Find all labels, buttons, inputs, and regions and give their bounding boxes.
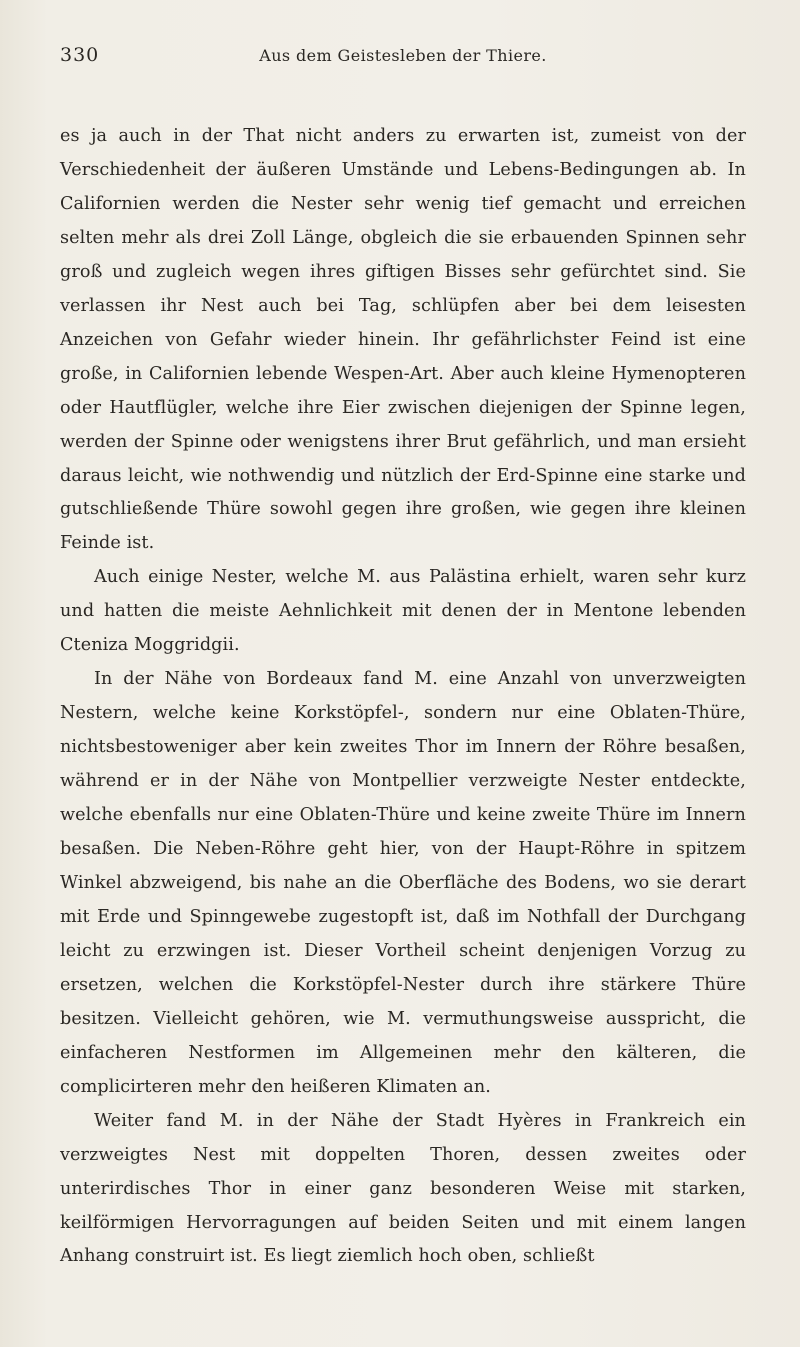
running-title: Aus dem Geistesleben der Thiere. [259, 46, 547, 65]
page-number: 330 [60, 44, 100, 66]
running-head [60, 44, 746, 74]
paragraph: es ja auch in der That nicht anders zu erwarten ist, zumeist von der Verschiedenheit der äußeren Umstände und Lebens-Bedingungen ab. In Californien werden die Nester sehr wenig tief gemacht und erreichen selten mehr als drei Zoll Länge, obgleich die sie erbauenden Spinnen sehr groß und zugleich wegen ihres giftigen Bisses sehr gefürchtet sind. Sie verlassen ihr Nest auch bei Tag, schlüpfen aber bei dem leisesten Anzeichen von Gefahr wieder hinein. Ihr gefährlichster Feind ist eine große, in Californien lebende Wespen-Art. Aber auch kleine Hymenopteren oder Hautflügler, welche ihre Eier zwischen diejenigen der Spinne legen, werden der Spinne oder wenigstens ihrer Brut gefährlich, und man ersieht daraus leicht, wie nothwendig und nützlich der Erd-Spinne eine starke und gutschließende Thüre sowohl gegen ihre großen, wie gegen ihre kleinen Feinde ist. [60, 126, 746, 554]
paragraph: Auch einige Nester, welche M. aus Palästina erhielt, waren sehr kurz und hatten die meiste Aehnlichkeit mit denen der in Mentone lebenden Cteniza Moggridgii. [60, 567, 746, 656]
body-text [60, 120, 746, 1274]
paragraph: In der Nähe von Bordeaux fand M. eine Anzahl von unverzweigten Nestern, welche keine Korkstöpfel-, sondern nur eine Oblaten-Thüre, nichtsbestoweniger aber kein zweites Thor im Innern der Röhre besaßen, während er in der Nähe von Montpellier verzweigte Nester entdeckte, welche ebenfalls nur eine Oblaten-Thüre und keine zweite Thüre im Innern besaßen. Die Neben-Röhre geht hier, von der Haupt-Röhre in spitzem Winkel abzweigend, bis nahe an die Oberfläche des Bodens, wo sie derart mit Erde und Spinngewebe zugestopft ist, daß im Nothfall der Durchgang leicht zu erzwingen ist. Dieser Vortheil scheint denjenigen Vorzug zu ersetzen, welchen die Korkstöpfel-Nester durch ihre stärkere Thüre besitzen. Vielleicht gehören, wie M. vermuthungsweise ausspricht, die einfacheren Nestformen im Allgemeinen mehr den kälteren, die complicirteren mehr den heißeren Klimaten an. [60, 669, 746, 1097]
paragraph: Weiter fand M. in der Nähe der Stadt Hyères in Frankreich ein verzweigtes Nest mit doppelten Thoren, dessen zweites oder unterirdisches Thor in einer ganz besonderen Weise mit starken, keilförmigen Hervorragungen auf beiden Seiten und mit einem langen Anhang construirt ist. Es liegt ziemlich hoch oben, schließt [60, 1110, 746, 1267]
